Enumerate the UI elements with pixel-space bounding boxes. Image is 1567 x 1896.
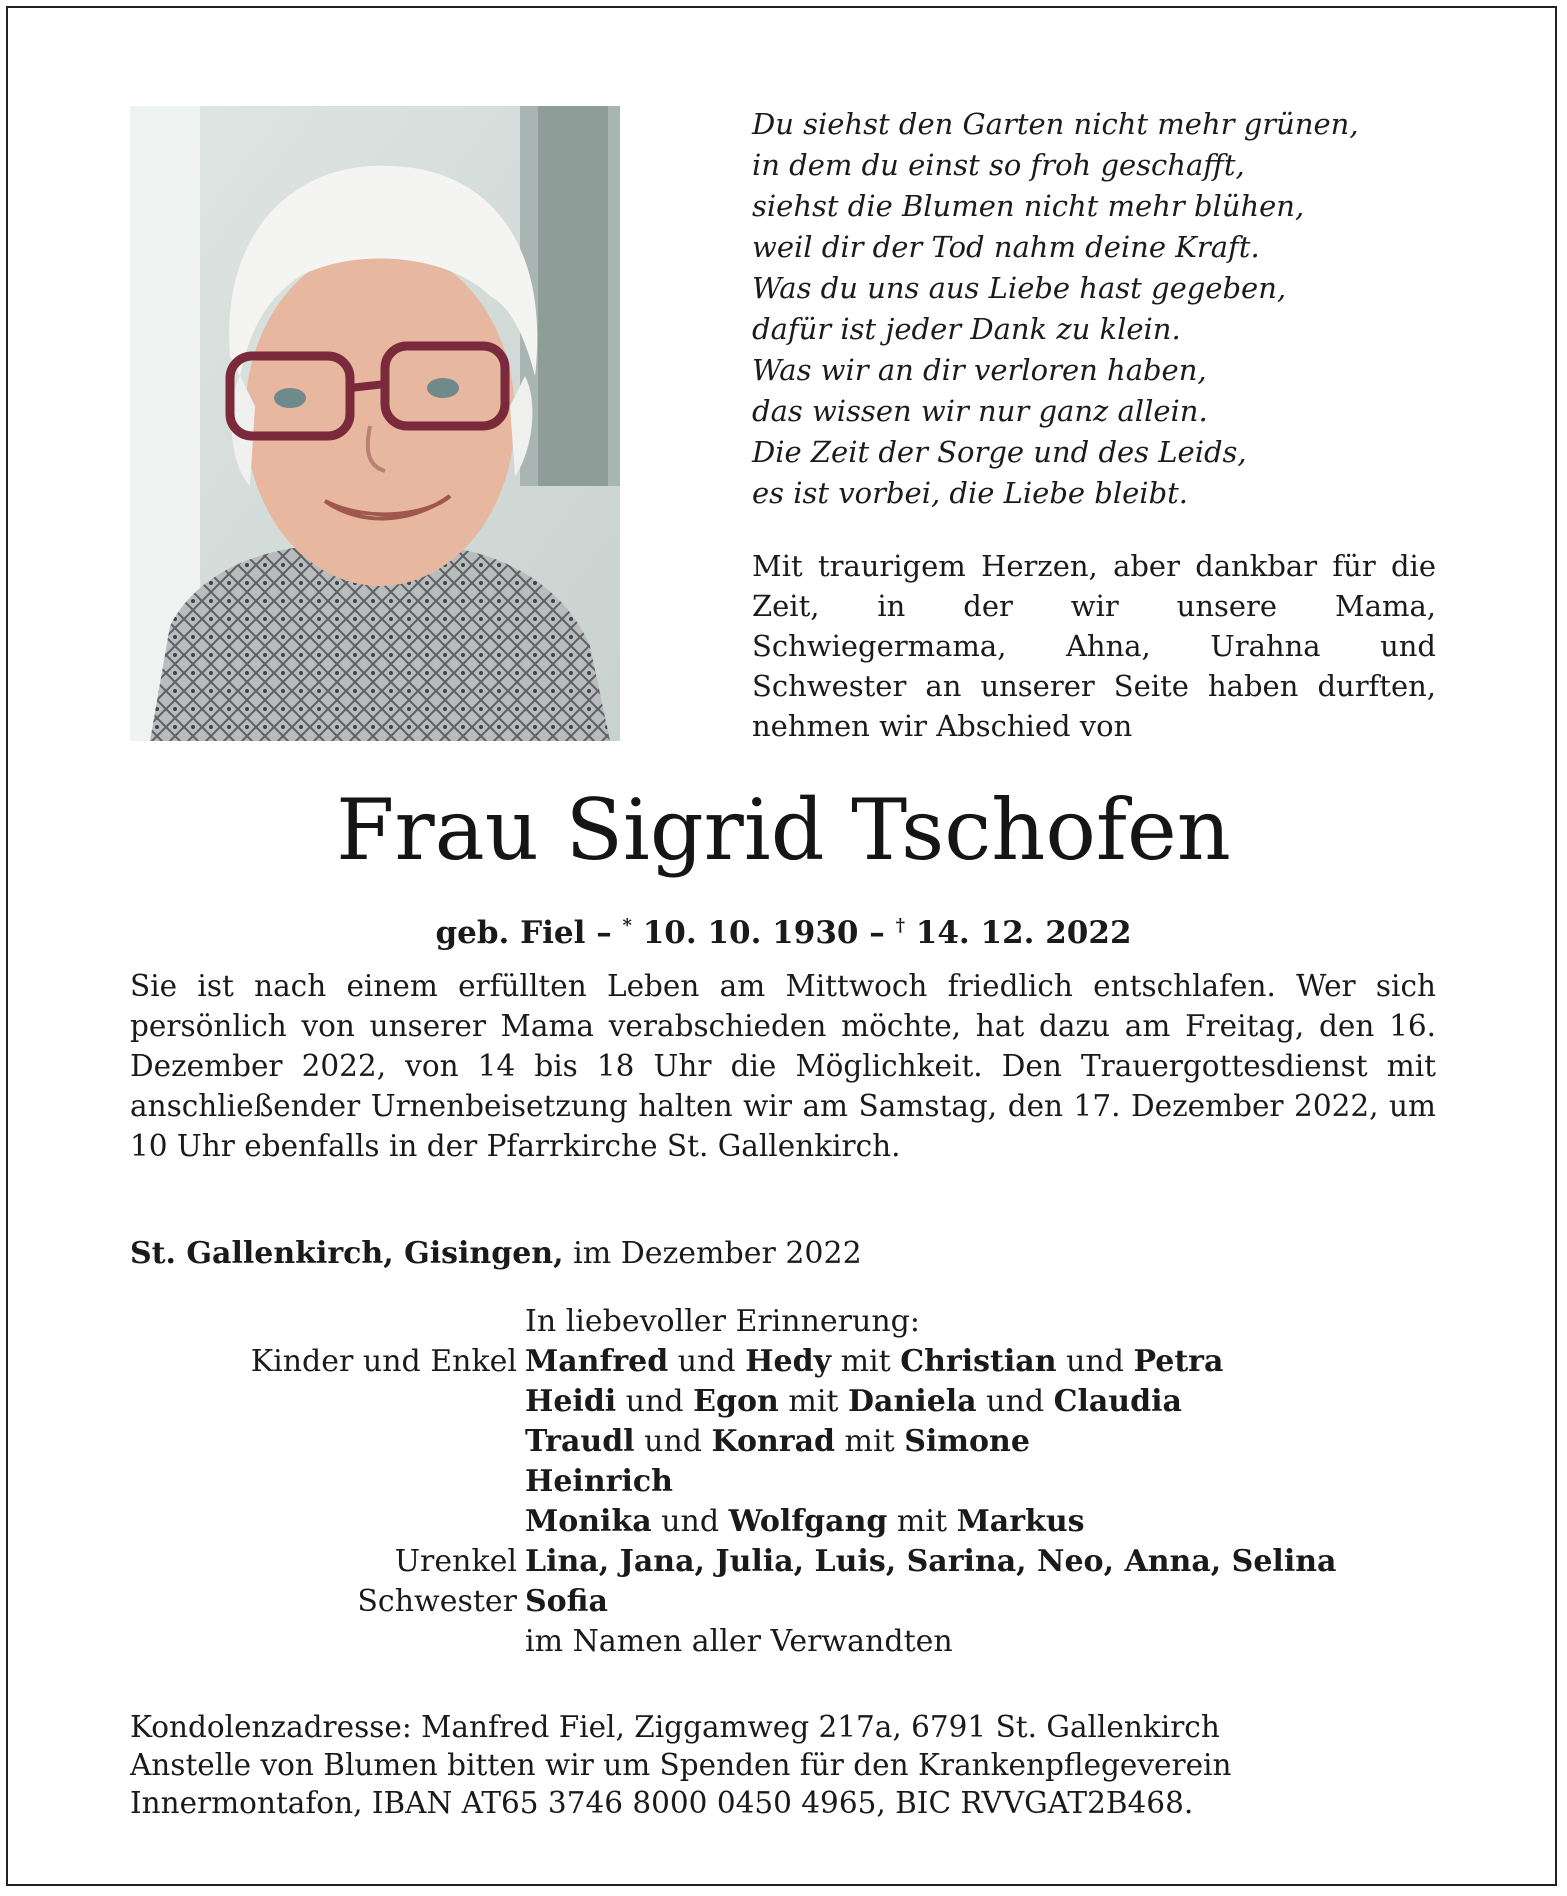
- relative-name: Manfred: [525, 1344, 669, 1379]
- family-line: [525, 1582, 608, 1622]
- relatives-row: [130, 1382, 1470, 1422]
- relative-name: Traudl: [525, 1424, 635, 1459]
- connector: und: [1066, 1344, 1124, 1379]
- birth-name: geb. Fiel –: [435, 915, 612, 951]
- empty-label: [130, 1622, 525, 1662]
- portrait-photo: [130, 106, 620, 741]
- relative-name: Heinrich: [525, 1464, 673, 1499]
- connector: und: [644, 1424, 702, 1459]
- connector: mit: [788, 1384, 839, 1419]
- family-line: [525, 1422, 1030, 1462]
- poem-line: Was du uns aus Liebe hast gegeben,: [752, 271, 1287, 305]
- relatives-row: [130, 1342, 1470, 1382]
- place-towns: St. Gallenkirch, Gisingen,: [130, 1236, 564, 1271]
- relative-name: Monika: [525, 1504, 652, 1539]
- connector: mit: [840, 1344, 891, 1379]
- intro-text: Mit traurigem Herzen, aber dankbar für die Zeit, in der wir unsere Mama, Schwiegermama, Ahna, Urahna und Schwester an unserer Seite haben durften, nehmen wir Abschied von: [752, 549, 1436, 743]
- family-line: [525, 1342, 1223, 1382]
- empty-label: [130, 1422, 525, 1462]
- relative-name: Daniela: [848, 1384, 977, 1419]
- relative-name: Heidi: [525, 1384, 617, 1419]
- relatives-row: [130, 1622, 1470, 1662]
- relative-name: Claudia: [1053, 1384, 1182, 1419]
- place-date: [130, 1232, 862, 1276]
- poem-line: es ist vorbei, die Liebe bleibt.: [752, 476, 1189, 510]
- empty-label: [130, 1302, 525, 1342]
- empty-label: [130, 1382, 525, 1422]
- family-line: [525, 1542, 1336, 1582]
- relative-name: Hedy: [745, 1344, 832, 1379]
- relative-name: Simone: [904, 1424, 1030, 1459]
- death-date: 14. 12. 2022: [915, 915, 1132, 951]
- connector: mit: [844, 1424, 895, 1459]
- connector: und: [625, 1384, 684, 1419]
- children-label: Kinder und Enkel: [250, 1344, 517, 1379]
- birth-date: 10. 10. 1930 –: [642, 915, 885, 951]
- poem-line: weil dir der Tod nahm deine Kraft.: [752, 230, 1260, 264]
- birth-mark: *: [622, 915, 632, 936]
- connector: und: [986, 1384, 1045, 1419]
- relative-name: Christian: [900, 1344, 1057, 1379]
- family-line: [525, 1502, 1085, 1542]
- empty-label: [130, 1502, 525, 1542]
- family-line: [525, 1462, 673, 1502]
- closing-line: im Namen aller Verwandten: [525, 1624, 953, 1659]
- place-month: im Dezember 2022: [573, 1236, 862, 1271]
- bank-details: Innermontafon, IBAN AT65 3746 8000 0450 4965, BIC RVVGAT2B468.: [130, 1786, 1194, 1820]
- poem-line: in dem du einst so froh geschafft,: [752, 148, 1245, 182]
- great-grandchildren-names: Lina, Jana, Julia, Luis, Sarina, Neo, Anna, Selina: [525, 1544, 1337, 1579]
- poem-line: Was wir an dir verloren haben,: [752, 353, 1207, 387]
- condolence-footer: [130, 1708, 1436, 1822]
- great-grandchildren-label: Urenkel: [394, 1544, 517, 1579]
- relatives-row: [130, 1582, 1470, 1622]
- relative-name: Konrad: [711, 1424, 835, 1459]
- empty-label: [130, 1462, 525, 1502]
- life-dates: [0, 904, 1567, 955]
- condolence-address: Kondolenzadresse: Manfred Fiel, Ziggamweg 217a, 6791 St. Gallenkirch: [130, 1710, 1220, 1744]
- sister-name: Sofia: [525, 1584, 608, 1619]
- donation-line: Anstelle von Blumen bitten wir um Spenden für den Krankenpflegeverein: [130, 1748, 1232, 1782]
- deceased-name: Frau Sigrid Tschofen: [336, 781, 1231, 879]
- poem-line: dafür ist jeder Dank zu klein.: [752, 312, 1181, 346]
- relatives-heading-row: [130, 1302, 1470, 1342]
- relative-name: Markus: [956, 1504, 1085, 1539]
- poem: [752, 104, 1452, 514]
- family-line: [525, 1382, 1182, 1422]
- relatives-row: [130, 1422, 1470, 1462]
- relatives-heading: In liebevoller Erinnerung:: [525, 1304, 920, 1339]
- sister-label: Schwester: [357, 1584, 517, 1619]
- poem-line: das wissen wir nur ganz allein.: [752, 394, 1208, 428]
- connector: und: [677, 1344, 736, 1379]
- relatives-row: [130, 1542, 1470, 1582]
- portrait-illustration: [130, 106, 620, 741]
- poem-line: Die Zeit der Sorge und des Leids,: [752, 435, 1247, 469]
- relative-name: Petra: [1133, 1344, 1224, 1379]
- relatives-list: [130, 1302, 1470, 1662]
- poem-line: siehst die Blumen nicht mehr blühen,: [752, 189, 1305, 223]
- poem-line: Du siehst den Garten nicht mehr grünen,: [752, 107, 1359, 141]
- relative-name: Egon: [693, 1384, 779, 1419]
- relatives-row: [130, 1462, 1470, 1502]
- connector: und: [661, 1504, 720, 1539]
- relatives-row: [130, 1502, 1470, 1542]
- connector: mit: [896, 1504, 948, 1539]
- death-mark: †: [895, 915, 905, 936]
- funeral-details: Sie ist nach einem erfüllten Leben am Mittwoch friedlich entschlafen. Wer sich persönlich von unserer Mama verabschieden möchte, hat dazu am Freitag, den 16. Dezember 2022, von 14 bis 18 Uhr die Möglichkeit. Den Trauergottesdienst mit anschließender Urnenbeisetzung halten wir am Samstag, den 17. Dezember 2022, um 10 Uhr ebenfalls in der Pfarrkirche St. Gallenkirch.: [130, 969, 1436, 1163]
- relative-name: Wolfgang: [728, 1504, 888, 1539]
